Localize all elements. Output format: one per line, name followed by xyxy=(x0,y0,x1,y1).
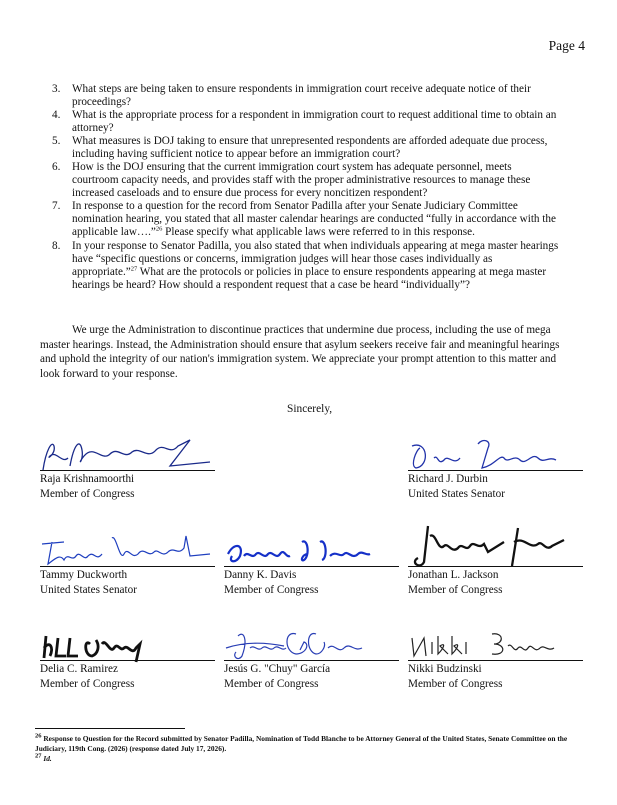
signature-block xyxy=(40,566,220,598)
item-text: How is the DOJ ensuring that the current immigration court system has adequate personnel, meets courtroom capacity needs, and provides staff with the proper administrative resources to manage these increased caseloads and to ensure due process for every noncitizen respondent? xyxy=(72,161,531,199)
footnote-number: 26 xyxy=(35,732,42,740)
closing-paragraph: We urge the Administration to discontinue practices that undermine due process, including the use of mega master hearings. Instead, the Administration should ensure that asylum seekers receive fair and meaningful hearings and uphold the integrity of our nation's immigration system. We appreciate your prompt attention to this matter and look forward to your response. xyxy=(40,324,560,380)
list-item xyxy=(40,83,560,109)
footnote-text: Id. xyxy=(41,754,52,763)
signatory-title: Member of Congress xyxy=(40,678,135,690)
signature-block xyxy=(40,660,220,692)
item-number: 4. xyxy=(52,109,61,121)
handwritten-signature xyxy=(40,626,215,666)
handwritten-signature xyxy=(408,436,583,476)
list-item xyxy=(40,135,560,161)
signature-block xyxy=(408,566,588,598)
footnote-ref: 26 xyxy=(155,225,163,233)
page-number: Page 4 xyxy=(548,38,585,53)
signature-block xyxy=(224,566,404,598)
handwritten-signature xyxy=(224,532,399,572)
signatory-name: Delia C. Ramirez xyxy=(40,663,118,675)
footnote-number: 27 xyxy=(35,752,42,760)
signatory-title: Member of Congress xyxy=(40,488,135,500)
sign-off: Sincerely, xyxy=(287,403,333,415)
item-number: 3. xyxy=(52,83,61,95)
signatory-name: Jesús G. "Chuy" García xyxy=(224,663,331,675)
signatory-title: Member of Congress xyxy=(408,584,503,596)
signature-block xyxy=(40,470,220,502)
signatory-name: Tammy Duckworth xyxy=(40,569,128,581)
footnote xyxy=(35,754,580,764)
signature-block xyxy=(408,470,588,502)
signatory-title: Member of Congress xyxy=(408,678,503,690)
item-number: 8. xyxy=(52,240,61,252)
signatory-title: United States Senator xyxy=(408,488,505,500)
item-text: What steps are being taken to ensure respondents in immigration court receive adequate notice of their proceedings? xyxy=(72,83,531,108)
signatory-title: Member of Congress xyxy=(224,584,319,596)
signatory-name: Nikki Budzinski xyxy=(408,663,482,675)
footnote-ref: 27 xyxy=(130,265,138,273)
footnote xyxy=(35,734,580,754)
item-text: What is the appropriate process for a respondent in immigration court to request additional time to obtain an attorney? xyxy=(72,109,557,134)
signature-block xyxy=(224,660,404,692)
list-item xyxy=(40,200,560,240)
footnote-text: Response to Question for the Record submitted by Senator Padilla, Nomination of Todd Blanche to be Attorney General of the United States, Senate Committee on the Judiciary, 119th Cong. (2026) (response dated July 17, 2026). xyxy=(35,734,568,753)
footnotes xyxy=(35,728,580,764)
item-text: What measures is DOJ taking to ensure that unrepresented respondents are afforded adequate due process, including having sufficient notice to appear before an immigration court? xyxy=(72,135,548,160)
item-number: 7. xyxy=(52,200,61,212)
item-text: In response to a question for the record from Senator Padilla after your Senate Judiciary Committee nomination hearing, you stated that all master calendar hearings are conducted “fully in accordance with the applicable law….” xyxy=(72,200,556,238)
question-list xyxy=(40,83,560,292)
handwritten-signature xyxy=(40,532,215,572)
handwritten-signature xyxy=(408,626,583,666)
signatory-name: Raja Krishnamoorthi xyxy=(40,473,135,485)
list-item xyxy=(40,109,560,135)
list-item xyxy=(40,240,560,292)
item-text: In your response to Senator Padilla, you also stated that when individuals appearing at mega master hearings have “specific questions or concerns, immigration judges will hear those cases individually as appropriate.” xyxy=(72,240,559,278)
handwritten-signature xyxy=(40,436,215,476)
signatory-name: Jonathan L. Jackson xyxy=(408,569,499,581)
list-item xyxy=(40,161,560,200)
item-text-cont: Please specify what applicable laws were referred to in this response. xyxy=(162,226,475,238)
signatory-name: Richard J. Durbin xyxy=(408,473,488,485)
handwritten-signature xyxy=(224,626,399,666)
item-text-cont: What are the protocols or policies in place to ensure respondents appearing at mega master hearings be heard? How should a respondent request that a case be heard “individually”? xyxy=(72,266,547,291)
signatory-title: United States Senator xyxy=(40,584,137,596)
signatory-name: Danny K. Davis xyxy=(224,569,297,581)
signature-block xyxy=(408,660,588,692)
item-number: 6. xyxy=(52,161,61,173)
item-number: 5. xyxy=(52,135,61,147)
handwritten-signature xyxy=(408,522,583,572)
signatory-title: Member of Congress xyxy=(224,678,319,690)
